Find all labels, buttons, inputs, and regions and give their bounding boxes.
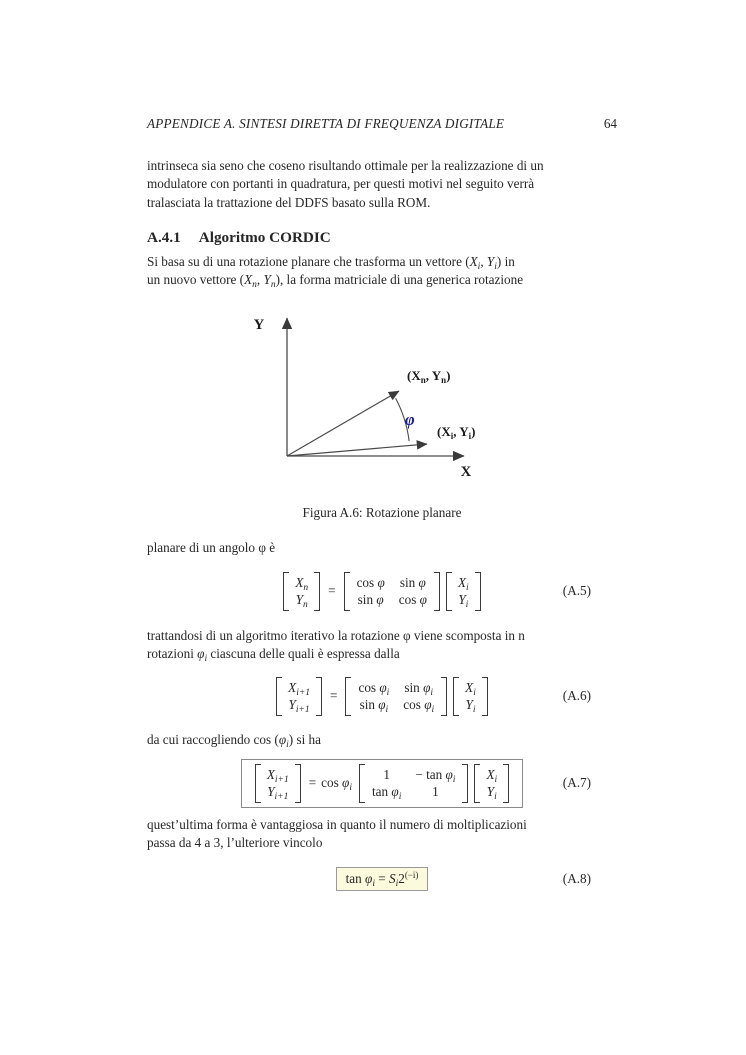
equation-a7 (147, 755, 617, 811)
rotation-matrix: cos φ sin φ sin φ cos φ (344, 572, 440, 611)
equation-tag: (A.6) (562, 688, 591, 703)
paragraph-ultima (147, 816, 625, 853)
paragraph-da-cui (147, 731, 625, 749)
rhs-vector: $X_i$ $Y_i$ (453, 677, 488, 716)
text-line: quest’ultima forma è vantaggiosa in quanto il numero di moltiplicazioni (147, 817, 527, 832)
equation-tag: (A.5) (562, 583, 591, 598)
text-line: intrinseca sia seno che coseno risultando ottimale per la realizzazione di un (147, 158, 544, 173)
equation-a8 (147, 862, 617, 896)
text-line: rotazioni $\varphi_i$ ciascuna delle quali è espressa dalla (147, 646, 400, 665)
lhs-vector: $X_{i+1}$ $Y_{i+1}$ (255, 764, 301, 803)
header-title: APPENDICE A. SINTESI DIRETTA DI FREQUENZA DIGITALE (147, 116, 505, 131)
running-header (147, 116, 617, 132)
right-bracket (314, 572, 320, 611)
equation-a5 (147, 565, 617, 617)
vector-n-label: ($X_n$, $Y_n$) (407, 368, 451, 385)
right-bracket (503, 764, 509, 803)
text-line: da cui raccogliendo $\cos (\varphi_i)$ si ha (147, 732, 321, 750)
text-line: planare di un angolo φ è (147, 540, 276, 555)
section-heading (147, 229, 331, 247)
paragraph-trattandosi (147, 627, 625, 664)
vector-i-label: ($X_i$, $Y_i$) (437, 424, 476, 441)
lhs-vector: $X_{i+1}$ $Y_{i+1}$ (276, 677, 322, 716)
text-line: un nuovo vettore ($X_n$, $Y_n$), la forma matriciale di una generica rotazione (147, 272, 524, 291)
equals-sign: = (328, 583, 336, 598)
section-title: Algoritmo CORDIC (198, 229, 331, 246)
equals-sign: = (308, 775, 317, 790)
right-bracket (475, 572, 481, 611)
text-line: Si basa su di una rotazione planare che trasforma un vettore ($X_i$, $Y_i$) in (147, 254, 515, 272)
rotation-matrix: $\cos \varphi_i$ $\sin \varphi_i$ $\sin \varphi_i$ $\cos \varphi_i$ (345, 677, 447, 716)
figure-rotation-diagram (228, 298, 518, 490)
vector-i-line (287, 444, 427, 456)
right-bracket (482, 677, 488, 716)
y-axis-label: Y (253, 317, 265, 333)
text-line: passa da 4 a 3, l’ulteriore vincolo (147, 835, 323, 851)
equals-sign: = (330, 688, 338, 703)
right-bracket (434, 572, 440, 611)
cos-factor: $\cos \varphi_i$ (321, 775, 352, 793)
paragraph-intro (147, 157, 625, 212)
page-number: 64 (603, 116, 617, 131)
highlighted-formula: $\tan \varphi_i = S_i2^{(-i)}$ (336, 867, 429, 891)
section-number: A.4.1 (147, 229, 181, 246)
text-line: tralasciata la trattazione del DDFS basato sulla ROM. (147, 194, 431, 210)
right-bracket (462, 764, 468, 803)
right-bracket (441, 677, 447, 716)
tan-matrix: 1 − $\tan \varphi_i$ $\tan \varphi_i$ 1 (359, 764, 468, 803)
vector-n-line (287, 391, 399, 456)
paragraph-si-basa (147, 253, 625, 290)
paragraph-planare (147, 539, 625, 557)
equation-a6 (147, 670, 617, 722)
phi-angle-label: φ (405, 410, 415, 429)
text-line: trattandosi di un algoritmo iterativo la rotazione φ viene scomposta in n (147, 628, 525, 643)
figure-caption: Figura A.6: Rotazione planare (302, 505, 462, 520)
rhs-vector: $X_i$ $Y_i$ (446, 572, 481, 611)
lhs-vector: $X_n$ $Y_n$ (283, 572, 320, 611)
x-axis-label: X (460, 464, 472, 480)
text-line: modulatore con portanti in quadratura, per questi motivi nel seguito verrà (147, 176, 535, 192)
right-bracket (295, 764, 301, 803)
equation-box (241, 759, 523, 808)
equation-tag: (A.7) (562, 775, 591, 790)
rhs-vector: $X_i$ $Y_i$ (474, 764, 509, 803)
equation-tag: (A.8) (562, 871, 591, 886)
right-bracket (316, 677, 322, 716)
